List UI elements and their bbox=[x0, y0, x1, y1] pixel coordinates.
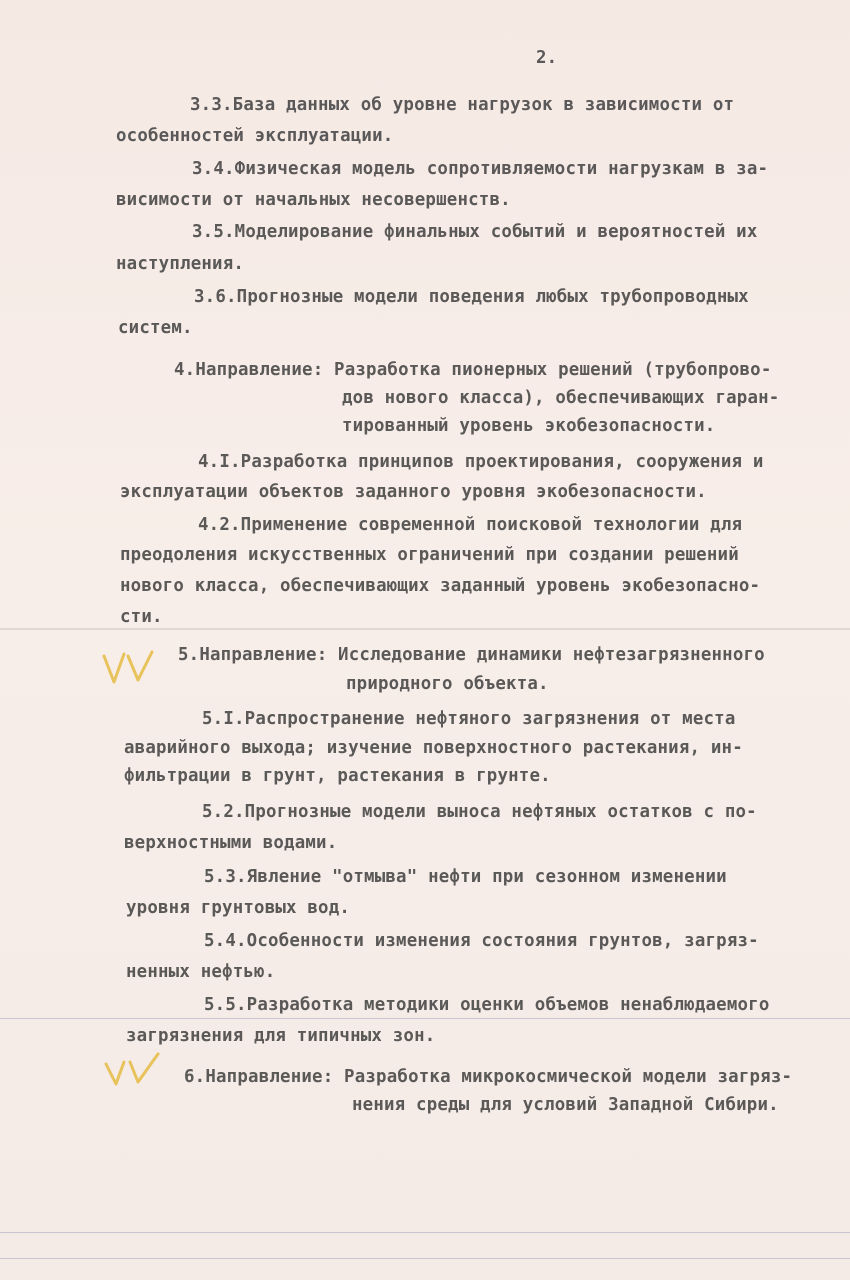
text-line: нения среды для условий Западной Сибири. bbox=[352, 1095, 779, 1115]
text-line: 3.6.Прогнозные модели поведения любых трубопроводных bbox=[194, 287, 749, 307]
text-line: висимости от начальных несовершенств. bbox=[116, 190, 511, 210]
text-line: верхностными водами. bbox=[124, 833, 338, 853]
text-line: сти. bbox=[120, 607, 163, 627]
ruling-line bbox=[0, 1258, 850, 1259]
text-line: особенностей эксплуатации. bbox=[116, 126, 394, 146]
text-line: преодоления искусственных ограничений при создании решений bbox=[120, 545, 739, 565]
ruling-line bbox=[0, 1232, 850, 1233]
section-heading: 6.Направление: Разработка микрокосмической модели загряз- bbox=[184, 1067, 793, 1087]
text-line: фильтрации в грунт, растекания в грунте. bbox=[124, 766, 551, 786]
text-line: уровня грунтовых вод. bbox=[126, 898, 351, 918]
ruling-line bbox=[0, 1018, 850, 1019]
page-number: 2. bbox=[536, 48, 558, 68]
text-line: 5.2.Прогнозные модели выноса нефтяных остатков с по- bbox=[202, 802, 757, 822]
text-line: эксплуатации объектов заданного уровня экобезопасности. bbox=[120, 482, 707, 502]
text-line: наступления. bbox=[116, 254, 245, 274]
check-mark-icon bbox=[100, 1048, 166, 1090]
text-line: ненных нефтью. bbox=[126, 962, 276, 982]
text-line: 3.5.Моделирование финальных событий и вероятностей их bbox=[192, 222, 758, 242]
section-heading: 4.Направление: Разработка пионерных решений (трубопрово- bbox=[174, 360, 772, 380]
text-line: 5.4.Особенности изменения состояния грунтов, загряз- bbox=[204, 931, 759, 951]
section-heading: 5.Направление: Исследование динамики нефтезагрязненного bbox=[178, 645, 765, 665]
text-line: 5.5.Разработка методики оценки объемов ненаблюдаемого bbox=[204, 995, 770, 1015]
text-line: 5.I.Распространение нефтяного загрязнения от места bbox=[202, 709, 736, 729]
text-line: 4.I.Разработка принципов проектирования, сооружения и bbox=[198, 452, 764, 472]
text-line: нового класса, обеспечивающих заданный уровень экобезопасно- bbox=[120, 576, 761, 596]
text-line: тированный уровень экобезопасности. bbox=[342, 416, 716, 436]
text-line: природного объекта. bbox=[346, 674, 549, 694]
text-line: аварийного выхода; изучение поверхностного растекания, ин- bbox=[124, 738, 743, 758]
text-line: 3.4.Физическая модель сопротивляемости нагрузкам в за- bbox=[192, 159, 769, 179]
text-line: систем. bbox=[118, 318, 193, 338]
check-mark-icon bbox=[100, 648, 160, 688]
text-line: загрязнения для типичных зон. bbox=[126, 1026, 436, 1046]
text-line: 3.3.База данных об уровне нагрузок в зависимости от bbox=[190, 95, 735, 115]
text-line: 4.2.Применение современной поисковой технологии для bbox=[198, 515, 743, 535]
text-line: 5.3.Явление "отмыва" нефти при сезонном изменении bbox=[204, 867, 727, 887]
paper-fold bbox=[0, 628, 850, 630]
text-line: дов нового класса), обеспечивающих гаран- bbox=[342, 388, 780, 408]
